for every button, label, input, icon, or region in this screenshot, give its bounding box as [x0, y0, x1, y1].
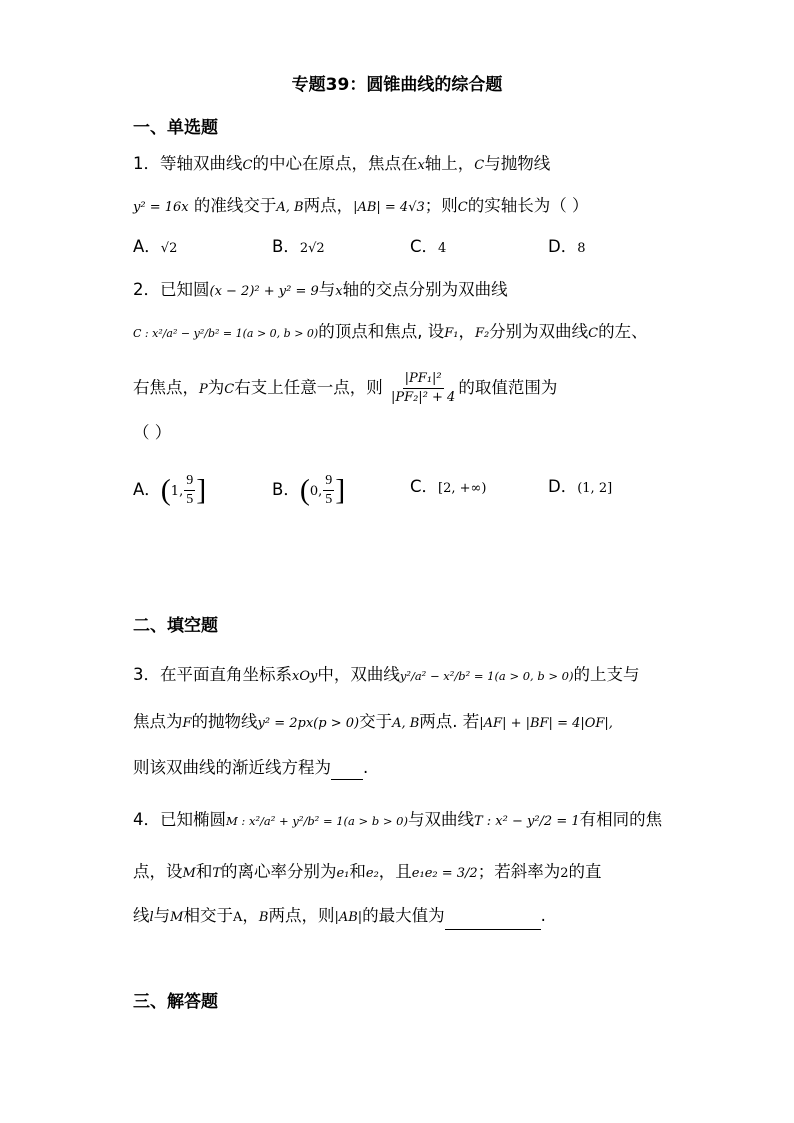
text: 焦点为 — [133, 712, 183, 731]
option-value: √2 — [160, 241, 178, 256]
text: 有相同的焦 — [579, 810, 663, 829]
math-bracket: ] — [196, 473, 207, 507]
math-var: C — [474, 158, 485, 173]
text: 与抛物线 — [484, 154, 551, 173]
math-hyperbola: C : x²/a² − y²/b² = 1(a > 0, b > 0) — [133, 327, 319, 340]
math-var: B — [258, 910, 269, 925]
option-label: C． — [410, 477, 439, 496]
option-label: A． — [133, 237, 161, 256]
math-condition: |AF| + |BF| = 4|OF|, — [479, 716, 613, 731]
section-heading-answer: 三、解答题 — [133, 992, 218, 1012]
text: 点，设 — [133, 862, 183, 881]
text: 右焦点， — [133, 378, 199, 397]
math-var: xOy — [292, 669, 318, 684]
math-var: M — [170, 910, 184, 925]
option-value: 8 — [577, 241, 586, 256]
section-heading-fill-blank: 二、填空题 — [133, 616, 218, 636]
math-points: A, B — [276, 200, 304, 215]
text: 相交于 — [183, 906, 233, 925]
q1-option-b[interactable] — [272, 232, 325, 264]
option-label: D． — [548, 237, 578, 256]
math-var: x — [335, 284, 343, 299]
option-value: 4 — [438, 241, 447, 256]
text: 轴的交点分别为双曲线 — [342, 280, 508, 299]
math-var: C — [224, 382, 235, 397]
text: 两点， — [303, 196, 354, 215]
math-var: F₁ — [444, 326, 459, 341]
math-var: x — [417, 158, 425, 173]
fraction-denominator: |PF₂|² + 4 — [390, 390, 456, 405]
q1-option-c[interactable] — [410, 232, 446, 264]
question-4-line-1 — [133, 808, 662, 834]
option-label: B． — [272, 237, 300, 256]
option-label: D． — [548, 477, 578, 496]
q1-option-a[interactable] — [133, 232, 177, 264]
text: 3．在平面直角坐标系 — [133, 665, 292, 684]
text: 的实轴长为（ ） — [467, 196, 589, 215]
option-value: (1, 2] — [577, 481, 613, 496]
text: 的顶点和焦点, 设 — [318, 322, 445, 341]
question-4-line-2 — [133, 860, 601, 886]
text: ， — [458, 322, 475, 341]
question-4-line-3 — [133, 904, 546, 930]
math-parabola: y² = 16x — [133, 200, 189, 215]
text: 两点. 若 — [419, 712, 480, 731]
math-ab-length: |AB| = 4√3 — [353, 200, 425, 215]
q2-option-a[interactable] — [133, 472, 206, 509]
text: 两点，则 — [268, 906, 335, 925]
question-1-line-1 — [133, 152, 550, 178]
option-value: 0, — [309, 484, 323, 499]
text: ， — [242, 906, 259, 925]
question-3-line-1 — [133, 663, 639, 689]
math-abs-ab: |AB| — [334, 910, 363, 925]
option-label: B． — [272, 480, 300, 499]
text: 2．已知圆 — [133, 280, 210, 299]
text: ；则 — [424, 196, 458, 215]
text: 和 — [195, 862, 213, 881]
option-value: 2√2 — [299, 241, 325, 256]
text: 的直 — [568, 862, 602, 881]
text: 的中心在原点，焦点在 — [252, 154, 418, 173]
math-var: M — [182, 866, 196, 881]
text: 的抛物线 — [191, 712, 258, 731]
math-var: P — [199, 382, 208, 397]
math-var: F₂ — [474, 326, 490, 341]
text: 和 — [349, 862, 366, 881]
text: 轴上， — [424, 154, 475, 173]
text: 的离心率分别为 — [220, 862, 337, 881]
option-value: [2, +∞) — [438, 481, 487, 496]
math-circle: (x − 2)² + y² = 9 — [209, 284, 319, 299]
option-label: A． — [133, 480, 161, 499]
text: 分别为双曲线 — [489, 322, 589, 341]
question-3-line-3 — [133, 756, 368, 780]
question-1-line-2 — [133, 194, 588, 220]
math-bracket: ] — [335, 473, 346, 507]
math-ratio-fraction — [389, 370, 457, 407]
math-var: C — [457, 200, 468, 215]
option-value: 1, — [170, 484, 184, 499]
math-var: F — [182, 716, 192, 731]
text: 的上支与 — [573, 665, 640, 684]
text: 的左、 — [598, 322, 648, 341]
page-title: 专题39：圆锥曲线的综合题 — [291, 75, 503, 95]
text: 为 — [207, 378, 225, 397]
math-hyperbola: T : x² − y²/2 = 1 — [473, 814, 580, 829]
text: 交于 — [359, 712, 393, 731]
text: 的最大值为 — [362, 906, 445, 925]
fraction-numerator: |PF₁|² — [403, 370, 444, 389]
text: 线 — [133, 906, 150, 925]
text: 1．等轴双曲线 — [133, 154, 243, 173]
text: 与 — [318, 280, 336, 299]
answer-blank[interactable] — [445, 911, 541, 930]
text: 与 — [153, 906, 171, 925]
math-eccentricity-product: e₁e₂ = 3/2 — [411, 866, 478, 881]
q1-option-d[interactable] — [548, 232, 586, 264]
text: 右支上任意一点，则 — [234, 378, 383, 397]
math-ellipse: M : x²/a² + y²/b² = 1(a > b > 0) — [226, 814, 408, 828]
question-3-line-2 — [133, 710, 613, 736]
section-heading-single-choice: 一、单选题 — [133, 118, 218, 138]
math-parabola: y² = 2px(p > 0) — [257, 716, 360, 731]
text: 则该双曲线的渐近线方程为 — [133, 758, 331, 777]
math-bracket: ( — [160, 473, 171, 507]
math-fraction: $\frac{9}{5}$ — [186, 473, 194, 507]
math-fraction: $\frac{9}{5}$ — [325, 473, 333, 507]
text: ，且 — [378, 862, 412, 881]
text: 4．已知椭圆 — [133, 810, 226, 829]
math-hyperbola: y²/a² − x²/b² = 1(a > 0, b > 0) — [399, 669, 574, 683]
question-2-line-1 — [133, 278, 508, 304]
math-bracket: ( — [299, 473, 310, 507]
math-var: T — [212, 866, 221, 881]
answer-blank[interactable] — [331, 761, 363, 780]
question-2-line-3 — [133, 370, 557, 407]
text: . — [363, 758, 369, 777]
q2-option-b[interactable] — [272, 472, 345, 509]
text: 中，双曲线 — [317, 665, 400, 684]
text: 的取值范围为 — [458, 378, 558, 397]
math-var: C — [242, 158, 253, 173]
option-label: C． — [410, 237, 439, 256]
math-var: A — [232, 910, 243, 925]
q2-option-d[interactable] — [548, 472, 612, 504]
text: ；若斜率为 — [477, 862, 561, 881]
math-var: l — [149, 910, 154, 925]
math-var: e₂ — [365, 866, 379, 881]
question-2-line-4: （ ） — [133, 423, 172, 442]
question-2-line-2 — [133, 320, 648, 346]
q2-option-c[interactable] — [410, 472, 486, 504]
math-number: 2 — [560, 866, 569, 881]
math-var: e₁ — [336, 866, 350, 881]
text: . — [540, 906, 546, 925]
text: 的准线交于 — [193, 196, 277, 215]
text: 与双曲线 — [407, 810, 474, 829]
math-var: C — [588, 326, 599, 341]
math-points: A, B — [392, 716, 420, 731]
